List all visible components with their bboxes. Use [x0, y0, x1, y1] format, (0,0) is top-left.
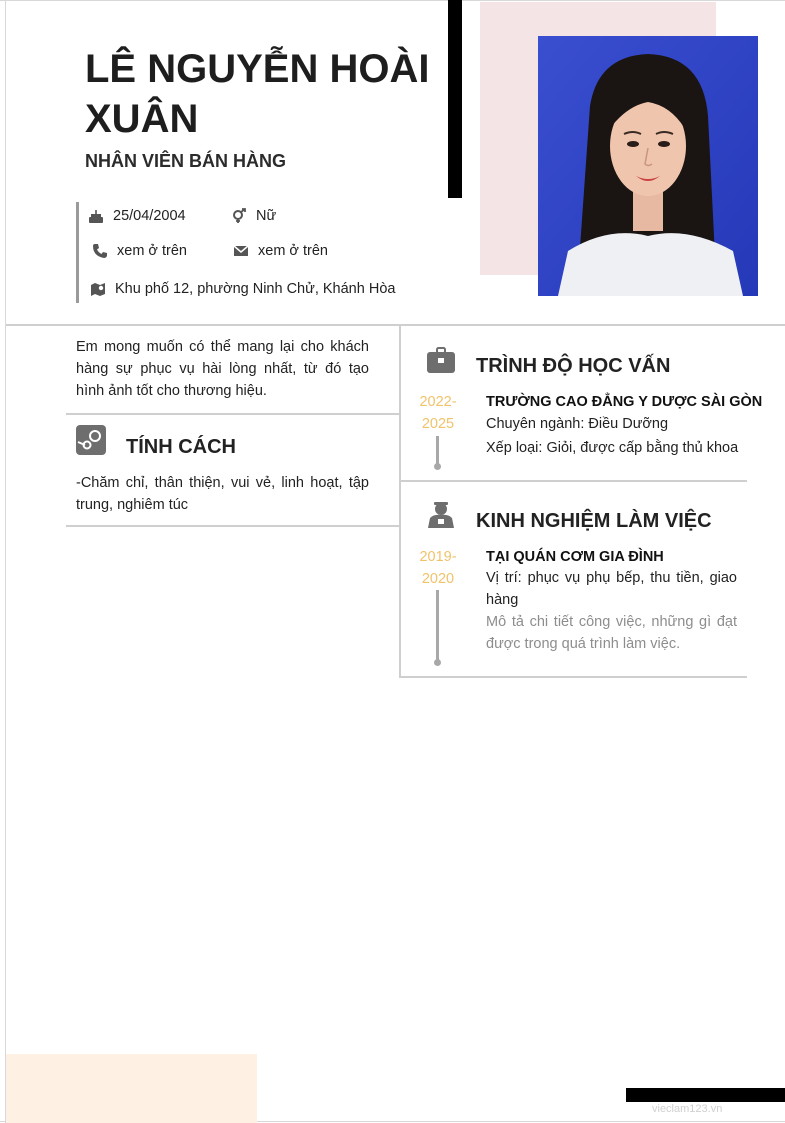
header-divider	[6, 324, 785, 326]
phone-icon	[92, 243, 108, 259]
company-name: TẠI QUÁN CƠM GIA ĐÌNH	[486, 549, 664, 565]
experience-year-end: 2020	[421, 571, 455, 587]
experience-year	[418, 546, 458, 590]
education-divider	[400, 480, 747, 482]
experience-title: KINH NGHIỆM LÀM VIỆC	[476, 510, 712, 532]
gamepad-icon	[76, 425, 106, 455]
email-icon	[233, 243, 249, 259]
personality-divider	[66, 525, 400, 527]
education-timeline-dot	[434, 463, 441, 470]
education-year-start: 2022-	[419, 394, 457, 410]
phone-text: xem ở trên	[117, 243, 187, 259]
gender-text: Nữ	[256, 208, 277, 224]
gender-icon	[231, 208, 247, 224]
profile-photo	[538, 36, 758, 296]
email-row	[233, 243, 328, 259]
education-year-end: 2025	[421, 416, 455, 432]
birthday-cake-icon	[88, 208, 104, 224]
email-text: xem ở trên	[258, 243, 328, 259]
experience-divider	[400, 676, 747, 678]
briefcase-icon	[426, 345, 456, 375]
education-major: Chuyên ngành: Điều Dưỡng	[486, 416, 669, 432]
education-rank: Xếp loại: Giỏi, được cấp bằng thủ khoa	[486, 440, 739, 456]
worker-icon	[425, 500, 457, 530]
phone-row	[92, 243, 187, 259]
birthday-text: 25/04/2004	[113, 208, 186, 224]
address-text: Khu phố 12, phường Ninh Chử, Khánh Hòa	[115, 281, 396, 297]
page-left-border	[5, 0, 6, 1123]
education-title: TRÌNH ĐỘ HỌC VẤN	[476, 355, 671, 377]
objective-divider	[66, 413, 400, 415]
decorative-black-bar	[448, 0, 462, 198]
personality-text: -Chăm chỉ, thân thiện, vui vẻ, linh hoạt, tập trung, nghiêm túc	[76, 475, 369, 513]
career-objective: Em mong muốn có thể mang lại cho khách hàng sự phục vụ hài lòng nhất, từ đó tạo hình ảnh tốt cho thương hiệu.	[76, 339, 369, 399]
watermark: vieclam123.vn	[652, 1103, 723, 1115]
info-border	[76, 202, 79, 303]
decorative-peach-block	[6, 1054, 257, 1123]
education-timeline-line	[436, 436, 439, 466]
experience-position: Vị trí: phục vụ phụ bếp, thu tiền, giao hàng	[486, 570, 737, 608]
personality-title: TÍNH CÁCH	[126, 436, 236, 458]
experience-timeline-line	[436, 590, 439, 660]
column-divider	[399, 326, 401, 678]
candidate-name: LÊ NGUYỄN HOÀI XUÂN	[85, 47, 430, 141]
map-icon	[90, 281, 106, 297]
address-row	[90, 281, 395, 297]
page-top-border	[0, 0, 785, 1]
gender-row	[231, 208, 276, 224]
experience-year-start: 2019-	[419, 549, 457, 565]
experience-description: Mô tả chi tiết công việc, những gì đạt được trong quá trình làm việc.	[486, 614, 737, 652]
education-year	[418, 391, 458, 435]
birthday-row	[88, 208, 186, 224]
school-name: TRƯỜNG CAO ĐẲNG Y DƯỢC SÀI GÒN	[486, 394, 763, 410]
decorative-footer-bar	[626, 1088, 785, 1102]
job-title: NHÂN VIÊN BÁN HÀNG	[85, 151, 287, 171]
experience-timeline-dot	[434, 659, 441, 666]
